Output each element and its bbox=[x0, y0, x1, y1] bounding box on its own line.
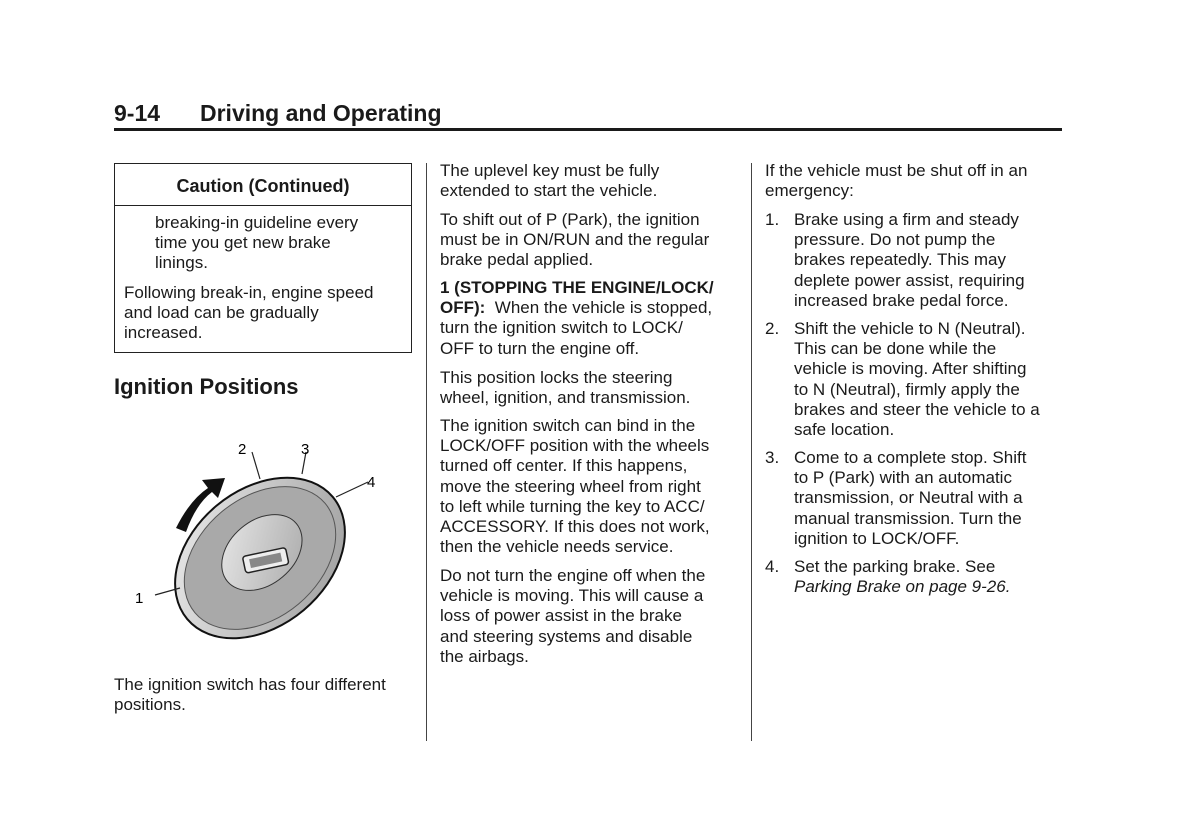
text-line: The ignition switch has four different bbox=[114, 675, 386, 694]
ignition-switch-illustration bbox=[110, 430, 410, 670]
paragraph bbox=[440, 416, 710, 557]
text-line: wheel, ignition, and transmission. bbox=[440, 388, 691, 408]
text-line: manual transmission. Turn the bbox=[794, 508, 1022, 528]
position-label: 1 bbox=[135, 590, 144, 607]
text-line: vehicle is moving. This will cause a bbox=[440, 586, 704, 606]
text-line: then the vehicle needs service. bbox=[440, 537, 674, 557]
text-line: vehicle is moving. After shifting bbox=[794, 359, 1027, 379]
caution-indented-text bbox=[155, 213, 358, 274]
text-line: linings. bbox=[155, 253, 208, 273]
chapter-title: Driving and Operating bbox=[200, 100, 442, 126]
paragraph bbox=[440, 566, 705, 667]
text-line: Come to a complete stop. Shift bbox=[794, 448, 1027, 467]
text-line: turned off center. If this happens, bbox=[440, 456, 688, 476]
text-line: pressure. Do not pump the bbox=[794, 230, 996, 250]
text-line: ignition to LOCK/OFF. bbox=[794, 528, 960, 548]
text-line: turn the ignition switch to LOCK/ bbox=[440, 318, 683, 338]
column-divider bbox=[426, 163, 427, 741]
text-line: and load can be gradually bbox=[124, 303, 319, 323]
position-label: 3 bbox=[301, 441, 310, 458]
text-line: Brake using a firm and steady bbox=[794, 210, 1019, 229]
paragraph bbox=[440, 210, 709, 271]
text-line: OFF to turn the engine off. bbox=[440, 338, 640, 358]
header-rule bbox=[114, 128, 1062, 131]
list-item bbox=[794, 210, 1025, 311]
page-header bbox=[114, 100, 442, 127]
list-number: 3. bbox=[765, 448, 780, 467]
text-line: This can be done while the bbox=[794, 339, 997, 359]
list-number: 2. bbox=[765, 319, 780, 338]
list-number: 1. bbox=[765, 210, 780, 229]
lock-off-paragraph bbox=[440, 278, 714, 359]
text-line: Do not turn the engine off when the bbox=[440, 566, 706, 585]
text-line: to N (Neutral), firmly apply the bbox=[794, 379, 1020, 399]
text-line: breaking-in guideline every bbox=[155, 213, 359, 232]
text-line: must be in ON/RUN and the regular bbox=[440, 230, 710, 250]
text-line: positions. bbox=[114, 695, 186, 715]
paragraph bbox=[765, 161, 1027, 201]
text bbox=[794, 557, 1010, 577]
text-line: deplete power assist, requiring bbox=[794, 270, 1025, 290]
list-item bbox=[794, 557, 1010, 597]
position-label: 4 bbox=[367, 474, 376, 491]
parking-brake-reference-link[interactable]: Parking Brake on page 9-26. bbox=[794, 577, 1011, 597]
text-line: to P (Park) with an automatic bbox=[794, 468, 1012, 488]
text-line: brakes repeatedly. This may bbox=[794, 250, 1006, 270]
text-line: move the steering wheel from right bbox=[440, 476, 701, 496]
text-line: emergency: bbox=[765, 181, 854, 201]
text-line: increased. bbox=[124, 323, 203, 343]
page-number: 9-14 bbox=[114, 100, 161, 126]
text-line: To shift out of P (Park), the ignition bbox=[440, 210, 700, 229]
caution-text bbox=[124, 283, 374, 344]
list-item bbox=[794, 319, 1040, 440]
position-heading: 1 (STOPPING THE ENGINE/LOCK/ bbox=[440, 278, 714, 297]
text: When the vehicle is stopped, bbox=[485, 298, 713, 318]
text-line: The ignition switch can bind in the bbox=[440, 416, 696, 435]
text-line: transmission, or Neutral with a bbox=[794, 488, 1023, 508]
text-line: and steering systems and disable bbox=[440, 626, 693, 646]
text-line: brake pedal applied. bbox=[440, 250, 594, 270]
text-line: time you get new brake bbox=[155, 233, 331, 253]
text-line: brakes and steer the vehicle to a bbox=[794, 399, 1040, 419]
text-line: loss of power assist in the brake bbox=[440, 606, 682, 626]
section-title: Ignition Positions bbox=[114, 374, 299, 399]
text-line: increased brake pedal force. bbox=[794, 290, 1009, 310]
text-line: LOCK/OFF position with the wheels bbox=[440, 436, 710, 456]
text-line: This position locks the steering bbox=[440, 368, 673, 387]
text-line: The uplevel key must be fully bbox=[440, 161, 660, 180]
text-line: ACCESSORY. If this does not work, bbox=[440, 517, 710, 537]
position-label: 2 bbox=[238, 441, 247, 458]
text-line: Following break-in, engine speed bbox=[124, 283, 374, 302]
ignition-intro-text bbox=[114, 675, 386, 715]
text-line: extended to start the vehicle. bbox=[440, 181, 658, 201]
text-line: the airbags. bbox=[440, 646, 529, 666]
list-item bbox=[794, 448, 1026, 549]
text-line: Shift the vehicle to N (Neutral). bbox=[794, 319, 1026, 338]
list-number: 4. bbox=[765, 557, 780, 576]
text-line: safe location. bbox=[794, 420, 895, 440]
caution-title: Caution (Continued) bbox=[115, 164, 411, 206]
text bbox=[440, 318, 714, 358]
text-line: to left while turning the key to ACC/ bbox=[440, 496, 705, 516]
text-line: Set the parking brake. See bbox=[794, 557, 996, 576]
paragraph bbox=[440, 161, 659, 201]
text-line: If the vehicle must be shut off in an bbox=[765, 161, 1028, 180]
column-divider bbox=[751, 163, 752, 741]
paragraph bbox=[440, 368, 690, 408]
position-heading-cont: OFF): bbox=[440, 298, 486, 318]
